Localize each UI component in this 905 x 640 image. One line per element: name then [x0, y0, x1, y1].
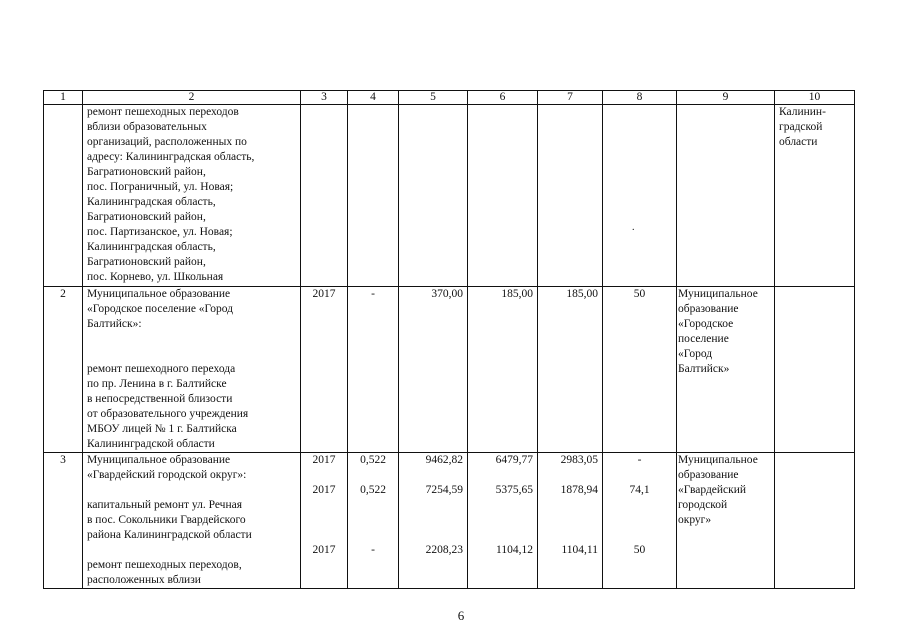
year-cell: 2017 2017 2017: [301, 453, 348, 589]
region-cell: Калинин- градской области: [775, 105, 855, 287]
percent-cell: 50: [603, 287, 677, 453]
recipient-cell: Муниципальное образование «Городское поселение «Город Балтийск»: [677, 287, 775, 453]
object-description: Муниципальное образование «Городское поселение «Город Балтийск»: ремонт пешеходного перехода по пр. Ленина в г. Балтийске в непосредственной близости от образовательного учреждения МБОУ лицей № 1 г. Балтийска Калининградской области: [83, 287, 301, 453]
table-row-continued: [44, 105, 855, 287]
length-cell: -: [348, 287, 399, 453]
regional-cell: 2983,05 1878,94 1104,11: [538, 453, 603, 589]
year-cell: 2017: [301, 287, 348, 453]
object-description: ремонт пешеходных переходов вблизи образовательных организаций, расположенных по адресу: Калининградская область, Багратионовский район, пос. Пограничный, ул. Новая; Калининградская область, Багратионовский район, пос. Партизанское, ул. Новая; Калининградская область, Багратионовский район, пос. Корнево, ул. Школьная: [83, 105, 301, 287]
column-number: 4: [348, 91, 399, 105]
column-number: 3: [301, 91, 348, 105]
row-number: 2: [44, 287, 83, 453]
total-cell: 9462,82 7254,59 2208,23: [399, 453, 468, 589]
federal-cell: 6479,77 5375,65 1104,12: [468, 453, 538, 589]
column-number: 5: [399, 91, 468, 105]
row-number: 3: [44, 453, 83, 589]
percent-cell: - 74,1 50: [603, 453, 677, 589]
column-number: 2: [83, 91, 301, 105]
regional-cell: 185,00: [538, 287, 603, 453]
column-number: 10: [775, 91, 855, 105]
data-table: [43, 90, 855, 589]
federal-cell: 185,00: [468, 287, 538, 453]
column-number: 9: [677, 91, 775, 105]
column-number: 7: [538, 91, 603, 105]
column-number: 6: [468, 91, 538, 105]
table-row-3: [44, 453, 855, 589]
stray-mark: .: [632, 222, 635, 233]
column-number-row: [44, 91, 855, 105]
total-cell: 370,00: [399, 287, 468, 453]
column-number: 8: [603, 91, 677, 105]
length-cell: 0,522 0,522 -: [348, 453, 399, 589]
column-number: 1: [44, 91, 83, 105]
page-number: 6: [457, 608, 465, 623]
object-description: Муниципальное образование «Гвардейский городской округ»: капитальный ремонт ул. Речная в пос. Сокольники Гвардейского района Калининградской области ремонт пешеходных переходов, расположенных вблизи: [83, 453, 301, 589]
recipient-cell: Муниципальное образование «Гвардейский городской округ»: [677, 453, 775, 589]
table-row-2: [44, 287, 855, 453]
